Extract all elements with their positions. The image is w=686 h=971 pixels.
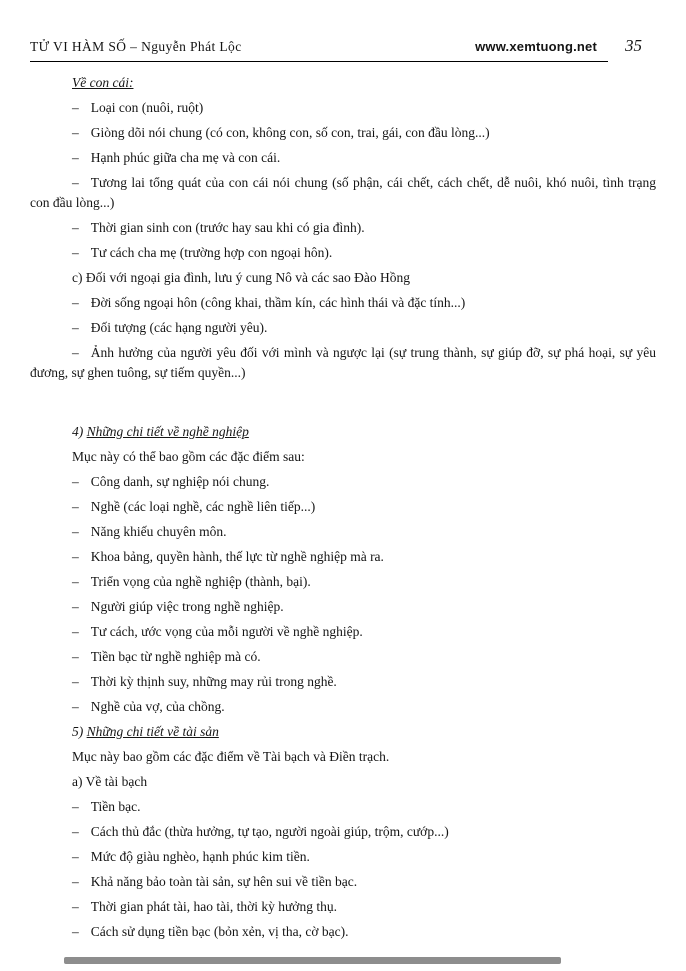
dash-bullet: – <box>72 524 79 539</box>
section-number: 5) <box>72 724 87 739</box>
page-header <box>0 0 686 56</box>
section-heading <box>30 722 656 742</box>
list-item-text: Cách sử dụng tiền bạc (bỏn xẻn, vị tha, cờ bạc). <box>90 924 349 939</box>
dash-bullet: – <box>72 245 79 260</box>
list-item <box>30 572 656 592</box>
list-item-text: Đối tượng (các hạng người yêu). <box>90 320 268 335</box>
dash-bullet: – <box>72 499 79 514</box>
underlined-subheading <box>30 73 656 93</box>
list-item-text: Tiền bạc từ nghề nghiệp mà có. <box>90 649 261 664</box>
list-item-text: Thời gian phát tài, hao tài, thời kỳ hưởng thụ. <box>90 899 337 914</box>
list-item-text: Ảnh hưởng của người yêu đối với mình và ngược lại (sự trung thành, sự giúp đỡ, sự phá hoại, sự yêu đương, sự ghen tuông, sự tiếm quyền...) <box>30 345 656 380</box>
list-item <box>30 173 656 213</box>
list-item <box>30 98 656 118</box>
page-number: 35 <box>625 36 642 55</box>
website-url: www.xemtuong.net <box>475 39 597 54</box>
section-number: 4) <box>72 424 87 439</box>
list-item-text: Hạnh phúc giữa cha mẹ và con cái. <box>90 150 281 165</box>
list-item-text: Người giúp việc trong nghề nghiệp. <box>90 599 284 614</box>
list-item-text: Tiền bạc. <box>90 799 141 814</box>
bottom-scrollbar[interactable] <box>64 957 561 964</box>
book-title: TỬ VI HÀM SỐ – Nguyễn Phát Lộc <box>30 39 242 54</box>
list-item <box>30 243 656 263</box>
list-item <box>30 343 656 383</box>
dash-bullet: – <box>72 674 79 689</box>
list-item <box>30 797 656 817</box>
list-item-text: Thời kỳ thịnh suy, những may rủi trong nghề. <box>90 674 337 689</box>
dash-bullet: – <box>72 624 79 639</box>
dash-bullet: – <box>72 175 79 190</box>
dash-bullet: – <box>72 874 79 889</box>
list-item <box>30 672 656 692</box>
list-item-text: Loại con (nuôi, ruột) <box>90 100 204 115</box>
dash-bullet: – <box>72 100 79 115</box>
list-item <box>30 622 656 642</box>
list-item <box>30 522 656 542</box>
dash-bullet: – <box>72 345 79 360</box>
dash-bullet: – <box>72 849 79 864</box>
list-item-text: Đời sống ngoại hôn (công khai, thầm kín, các hình thái và đặc tính...) <box>90 295 466 310</box>
dash-bullet: – <box>72 549 79 564</box>
list-item <box>30 822 656 842</box>
list-item <box>30 897 656 917</box>
list-item <box>30 293 656 313</box>
list-item-text: Tư cách cha mẹ (trường hợp con ngoại hôn). <box>90 245 333 260</box>
list-item-text: Cách thủ đắc (thừa hưởng, tự tạo, người ngoài giúp, trộm, cướp...) <box>90 824 449 839</box>
dash-bullet: – <box>72 474 79 489</box>
section-heading <box>30 422 656 442</box>
section-title-text: Những chi tiết về nghề nghiệp <box>86 424 249 439</box>
dash-bullet: – <box>72 320 79 335</box>
document-body <box>0 62 686 942</box>
list-item <box>30 148 656 168</box>
dash-bullet: – <box>72 899 79 914</box>
paragraph: Mục này bao gồm các đặc điểm về Tài bạch và Điền trạch. <box>72 749 390 764</box>
list-item-text: Khả năng bảo toàn tài sản, sự hên sui về tiền bạc. <box>90 874 358 889</box>
paragraph: Mục này có thể bao gồm các đặc điểm sau: <box>72 449 305 464</box>
dash-bullet: – <box>72 150 79 165</box>
list-item-text: Thời gian sinh con (trước hay sau khi có gia đình). <box>90 220 365 235</box>
list-item-text: Giòng dõi nói chung (có con, không con, số con, trai, gái, con đầu lòng...) <box>90 125 490 140</box>
section-spacer <box>30 388 656 422</box>
dash-bullet: – <box>72 924 79 939</box>
list-item-text: Tư cách, ước vọng của mỗi người về nghề nghiệp. <box>90 624 363 639</box>
list-item <box>30 847 656 867</box>
list-item-text: Triển vọng của nghề nghiệp (thành, bại). <box>90 574 311 589</box>
dash-bullet: – <box>72 220 79 235</box>
list-item-text: Nghề của vợ, của chồng. <box>90 699 225 714</box>
list-item <box>30 123 656 143</box>
dash-bullet: – <box>72 799 79 814</box>
list-item-text: Nghề (các loại nghề, các nghề liên tiếp...) <box>90 499 316 514</box>
list-item-text: Tương lai tổng quát của con cái nói chung (số phận, cái chết, cách chết, dễ nuôi, khó nuôi, tình trạng con đầu lòng...) <box>30 175 656 210</box>
dash-bullet: – <box>72 574 79 589</box>
list-item-text: Năng khiếu chuyên môn. <box>90 524 227 539</box>
dash-bullet: – <box>72 649 79 664</box>
list-item <box>30 597 656 617</box>
list-item <box>30 872 656 892</box>
list-item-text: Công danh, sự nghiệp nói chung. <box>90 474 270 489</box>
list-item <box>30 318 656 338</box>
dash-bullet: – <box>72 125 79 140</box>
list-item <box>30 697 656 717</box>
subheading-text: Về con cái: <box>72 75 134 90</box>
dash-bullet: – <box>72 295 79 310</box>
list-item-text: Khoa bảng, quyền hành, thế lực từ nghề nghiệp mà ra. <box>90 549 384 564</box>
list-item <box>30 218 656 238</box>
list-item <box>30 647 656 667</box>
dash-bullet: – <box>72 824 79 839</box>
list-item <box>30 497 656 517</box>
list-item <box>30 547 656 567</box>
section-title-text: Những chi tiết về tài sản <box>86 724 219 739</box>
list-item <box>30 922 656 942</box>
list-item <box>30 472 656 492</box>
paragraph: a) Về tài bạch <box>72 774 148 789</box>
dash-bullet: – <box>72 699 79 714</box>
dash-bullet: – <box>72 599 79 614</box>
list-item-text: Mức độ giàu nghèo, hạnh phúc kim tiền. <box>90 849 310 864</box>
paragraph: c) Đối với ngoại gia đình, lưu ý cung Nô và các sao Đào Hồng <box>72 270 411 285</box>
